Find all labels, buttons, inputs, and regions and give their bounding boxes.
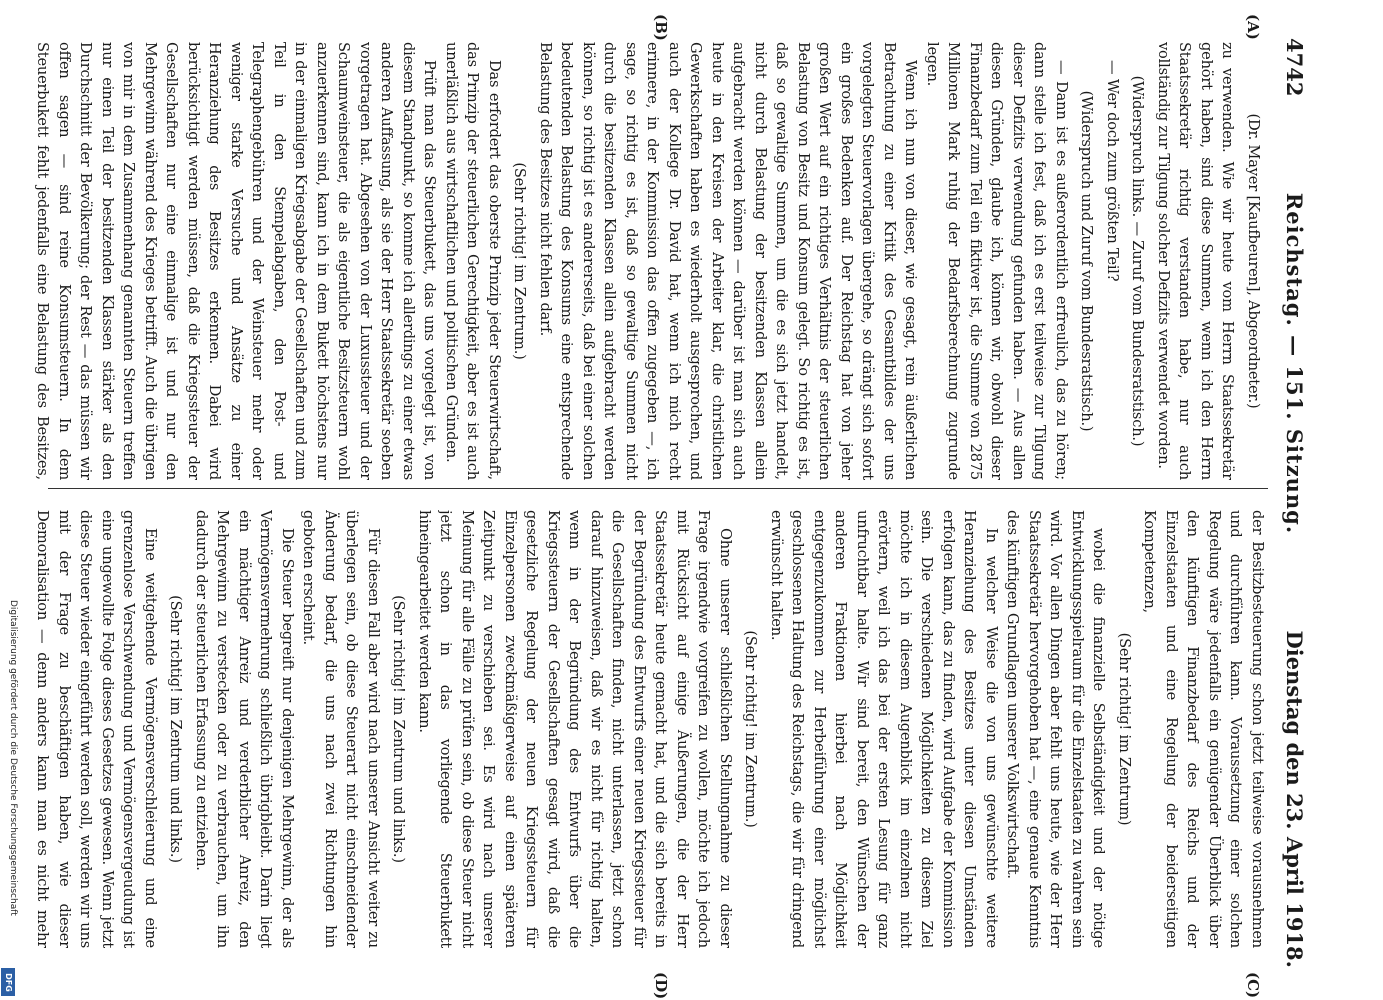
stage-direction: (Sehr richtig! im Zentrum.) — [742, 630, 760, 828]
stage-direction: (Sehr richtig! im Zentrum und links.) — [167, 595, 185, 863]
paragraph: Die Steuer begreift nur denjenigen Mehrgewinn, der als Vermögensvermehrung schließlich übrigbleibt. Darin liegt ein mächtiger Anreiz und verderblicher Anreiz, den Mehrgewinn zu verstecken oder zu verbrauchen, um ihn dadurch der steuerlichen Erfassung zu entziehen. — [193, 510, 296, 948]
left-text-column — [33, 42, 1268, 480]
page-number: 4742 — [1282, 38, 1308, 97]
paragraph: Eine weitgehende Vermögensverschleierung und eine grenzenlose Verschwendung und Vermögensvergeudung ist eine ungewollte Folge dieses Gesetzes gewesen. Wenn jetzt diese Steuer wieder eingeführt werden soll, werden wir uns mit der Frage zu beschäftigen haben, wie dieser Demoralisation — denn anders kann man es nicht mehr — [34, 510, 159, 948]
digitization-credit — [2, 600, 18, 1000]
dfg-logo-text: DFG — [3, 972, 13, 992]
stage-direction: (Sehr richtig! im Zentrum.) — [511, 162, 529, 360]
paragraph: wobei die finanzielle Selbständigkeit und der nötige Entwicklungsspielraum für die Einzelstaaten zu wahren sein wird. Vor allen Dingen aber fehlt uns heute, wie der Herr Staatssekretär hervorgehoben hat —, eine genaue Kenntnis des künftigen Grundlagen unserer Volkswirtschaft. — [1004, 510, 1108, 948]
margin-mark-b: (B) — [652, 14, 670, 41]
stage-direction: (Dr. Mayer [Kaufbeuren], Abgeordneter.) — [1245, 113, 1262, 409]
stage-direction: (Sehr richtig! im Zentrum und links.) — [390, 595, 408, 863]
paragraph: zu verwenden. Wie wir heute vom Herrn Staatssekretär gehört haben, sind diese Summen, wenn ich den Herrn Staatssekretär richtig verstanden habe, nur auch vollständig zur Tilgung solcher Defizits verwendet worden. — [1155, 42, 1237, 480]
stage-direction: (Widerspruch und Zuruf vom Bundesratstisch.) — [1078, 90, 1096, 432]
paragraph: Prüft man das Steuerbukett, das uns vorgelegt ist, von diesem Standpunkt, so komme ich allerdings zu einer etwas anderen Auffassung, als sie der Herr Staatssekretär soeben vorgetragen hat. Abgesehen von der Luxussteuer und der Schaumweinsteuer, die als eigentliche Besitzsteuern wohl anzuerkennen sind, kann ich in dem Bukett höchstens nur in der einmaligen Kriegsabgabe der Gesellschaften und zum Teil in den Stempelabgaben, den Post- und Telegraphengebühren und der Weinsteuer mehr oder weniger starke Versuche und Ansätze zu einer Heranziehung des Besitzes erkennen. Dabei wird berücksichtigt werden müssen, daß die Kriegssteuer der Gesellschaften nur eine einmalige ist und nur den Mehrgewinn während des Krieges betrifft. Auch die übrigen von mir in dem Zusammenhang genannten Steuern treffen nur einen Teil der besitzenden Klassen stärker als den Durchschnitt der Bevölkerung; der Rest — das müssen wir offen sagen — sind reine Konsumsteuern. In dem Steuerbukett fehlt jedenfalls eine Belastung des Besitzes, — [34, 42, 439, 480]
paragraph: — Dann ist es außerordentlich erfreulich, das zu hören; dann stelle ich fest, daß ich es erst teilweise zur Tilgung dieser Defizits verwendung gefunden haben. — Aus allen diesen Gründen, glaube ich, können wir, obwohl dieser Finanzbedarf zum Teil ein fiktiver ist, die Summe von 2875 Millionen Mark ruhig der Bedarfsberechnung zugrunde legen. — [924, 42, 1070, 480]
paragraph: In welcher Weise die von uns gewünschte weitere Heranziehung des Besitzes unter diesen Umständen erfolgen kann, das zu finden, wird Aufgabe der Kommission sein. Die verschiedenen Möglichkeiten zu diesem Ziel möchte ich in diesem Augenblick im einzelnen nicht erörtern, weil ich das bei der ersten Lesung für ganz unfruchtbar halte. Wir sind bereit, den Wünschen der anderen Fraktionen hierbei nach Möglichkeit entgegenzukommen zur Herbeiführung einer möglichst geschlossenen Haltung des Reichstags, die wir für dringend erwünscht halten. — [768, 510, 1000, 948]
paragraph: Wenn ich nun von dieser, wie gesagt, rein äußerlichen Betrachtung zu einer Kritik des Gesamtbildes der uns vorgelegten Steuervorlagen übergehe, so drängt sich sofort ein großes Bedenken auf. Der Reichstag hat von jeher großen Wert auf ein richtiges Verhältnis der steuerlichen Belastung von Besitz und Konsum gelegt. So richtig es ist, daß so gewaltige Summen, um die es sich jetzt handelt, nicht durch Belastung der besitzenden Klassen allein aufgebracht werden können — darüber ist man sich auch heute in den Kreisen der Arbeiter klar, die christlichen Gewerkschaften haben es wiederholt ausgesprochen, und auch der Kollege Dr. David hat, wenn ich mich recht erinnere, in der Kommission das offen zugegeben —, ich sage, so richtig es ist, daß so gewaltige Summen nicht durch die besitzenden Klassen allein aufgebracht werden können, so richtig ist es andererseits, daß bei einer solchen bedeutenden Belastung des Konsums eine entsprechende Belastung des Besitzes nicht fehlen darf. — [537, 42, 920, 480]
margin-mark-d: (D) — [652, 972, 670, 1000]
dfg-logo — [1, 968, 15, 996]
right-text-column — [33, 510, 1268, 948]
credit-text: Digitalisierung gefördert durch die Deutsche Forschungsgemeinschaft — [8, 600, 18, 916]
paragraph: Das erfordert das oberste Prinzip jeder Steuerwirtschaft, das Prinzip der steuerlichen Gerechtigkeit, aber es ist auch unerläßlich aus wirtschaftlichen und politischen Gründen. — [443, 42, 503, 480]
paragraph: Für diesen Fall aber wird nach unserer Ansicht weiter zu überlegen sein, ob diese Steuerart nicht einschneidender Änderung bedarf, die uns nach zwei Richtungen hin geboten erscheint. — [300, 510, 382, 948]
paragraph: der Besitzbesteuerung schon jetzt teilweise vorausnehmen und durchführen kann. Voraussetzung einer solchen Regelung wäre jedenfalls ein genügender Überblick über den künftigen Finanzbedarf des Reichs und der Einzelstaaten und eine Regelung der beiderseitigen Kompetenzen, — [1141, 510, 1266, 948]
page-date: Dienstag den 23. April 1918. — [1282, 630, 1308, 968]
stage-direction: (Widerspruch links. — Zuruf vom Bundesratstisch.) — [1129, 75, 1147, 447]
stage-direction: (Sehr richtig! im Zentrum) — [1116, 632, 1133, 826]
page-title: Reichstag. — 151. Sitzung. — [1282, 192, 1308, 535]
margin-mark-c: (C) — [1244, 972, 1262, 999]
column-divider — [48, 488, 1268, 489]
paragraph: Ohne unserer schließlichen Stellungnahme zu dieser Frage irgendwie vorgreifen zu wollen, möchte ich jedoch mit Rücksicht auf einige Äußerungen, die der Herr Staatssekretär heute gemacht hat, und die sich bereits in der Begründung des Entwurfs einer neuen Kriegssteuer für die Gesellschaften finden, nicht unterlassen, jetzt schon darauf hinzuweisen, daß wir es nicht für richtig halten, wenn in der Begründung des Entwurfs über die Kriegssteuern der Gesellschaften gesagt wird, daß die gesetzliche Regelung der neuen Kriegssteuern für Einzelpersonen zweckmäßigerweise auf einen späteren Zeitpunkt zu verschieben sei. Es wird nach unserer Meinung für alle Fälle zu prüfen sein, ob diese Steuer nicht jetzt schon in das vorliegende Steuerbukett hineingearbeitet werden kann. — [416, 510, 734, 948]
page-header — [1278, 38, 1312, 968]
margin-mark-a: (A) — [1244, 14, 1262, 40]
paragraph: — Wer doch zum größten Teil? — [1104, 60, 1121, 282]
